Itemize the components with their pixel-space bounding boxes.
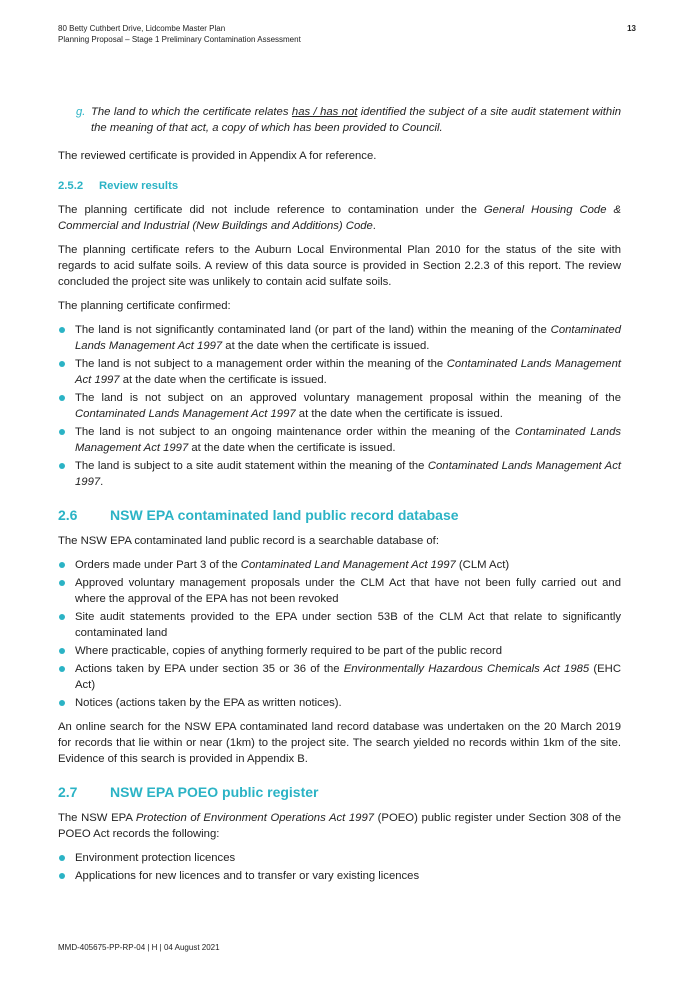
header-line-2: Planning Proposal – Stage 1 Preliminary Contamination Assessment xyxy=(58,35,301,44)
list-item xyxy=(58,695,621,711)
text-run: The land is subject to a site audit statement within the meaning of the xyxy=(75,460,428,472)
italic-run: Contaminated Land Management Act 1997 xyxy=(240,559,456,571)
list-item xyxy=(58,557,621,573)
text-run: The land is not subject to a management order within the meaning of the xyxy=(75,358,447,370)
poeo-register-list xyxy=(58,850,621,884)
item-g-post: identified the subject of a site audit statement within the meaning of that act, a copy of which has been provided to Council. xyxy=(91,106,621,134)
confirmed-list xyxy=(58,322,621,490)
section-title: Review results xyxy=(99,180,179,192)
page-header xyxy=(58,23,636,45)
confirmed-paragraph: The planning certificate confirmed: xyxy=(58,300,231,312)
section-heading-2-6 xyxy=(58,506,621,524)
list-item xyxy=(58,643,621,659)
reviewed-paragraph: The reviewed certificate is provided in Appendix A for reference. xyxy=(58,150,377,162)
text-run: Actions taken by EPA under section 35 or 36 of the xyxy=(75,663,344,675)
text-run: (EHC Act) xyxy=(75,663,621,691)
epa-record-list xyxy=(58,557,621,711)
text-run: (CLM Act) xyxy=(455,559,510,571)
epa-intro-paragraph: The NSW EPA contaminated land public record is a searchable database of: xyxy=(58,535,439,547)
list-item xyxy=(58,868,621,884)
text-run: The NSW EPA xyxy=(58,812,136,824)
list-item xyxy=(58,575,621,607)
text-run: at the date when the certificate is issued. xyxy=(188,442,396,454)
italic-run: Contaminated Lands Management Act 1997 xyxy=(75,408,296,420)
list-item xyxy=(58,661,621,693)
text-run: The planning certificate did not include reference to contamination under the xyxy=(58,204,484,216)
text-run: (POEO) public register under Section 308 of the POEO Act records the following: xyxy=(58,812,621,840)
text-run: Site audit statements provided to the EPA under section 53B of the CLM Act that relate to significantly contaminated land xyxy=(75,611,621,639)
text-run: . xyxy=(100,476,104,488)
list-item xyxy=(58,424,621,456)
review-paragraph-2: The planning certificate refers to the Auburn Local Environmental Plan 2010 for the status of the site with regards to acid sulfate soils. A review of this data source is provided in Section 2.2.3 of this report. The review concluded the project site was unlikely to contain acid sulfate soils. xyxy=(58,244,621,288)
section-heading-2-5-2 xyxy=(58,178,621,194)
item-letter: g. xyxy=(76,106,86,118)
list-item xyxy=(58,609,621,641)
poeo-intro-paragraph xyxy=(58,810,621,842)
italic-run: Contaminated Lands Management Act 1997 xyxy=(75,358,621,386)
list-item xyxy=(58,850,621,866)
document-body xyxy=(58,104,621,892)
section-title: NSW EPA POEO public register xyxy=(110,784,319,800)
section-number: 2.5.2 xyxy=(58,180,84,192)
header-line-1: 80 Betty Cuthbert Drive, Lidcombe Master Plan xyxy=(58,24,226,33)
italic-run: Protection of Environment Operations Act 1997 xyxy=(135,812,375,824)
list-item-g xyxy=(58,104,621,136)
section-title: NSW EPA contaminated land public record database xyxy=(110,507,459,523)
review-paragraph-1 xyxy=(58,202,621,234)
text-run: The land is not subject on an approved voluntary management proposal within the meaning of the xyxy=(75,392,621,404)
list-item xyxy=(58,458,621,490)
text-run: Orders made under Part 3 of the xyxy=(75,559,241,571)
text-run: The land is not significantly contaminated land (or part of the land) within the meaning of the xyxy=(75,324,551,336)
italic-run: General Housing Code & Commercial and Industrial (New Buildings and Additions) Code xyxy=(58,204,621,232)
italic-run: Contaminated Lands Management Act 1997 xyxy=(75,426,621,454)
page-number: 13 xyxy=(627,24,636,33)
text-run: Environment protection licences xyxy=(75,852,236,864)
text-run: Notices (actions taken by the EPA as written notices). xyxy=(75,697,342,709)
section-number: 2.7 xyxy=(58,784,78,800)
text-run: at the date when the certificate is issued. xyxy=(222,340,430,352)
text-run: The land is not subject to an ongoing maintenance order within the meaning of the xyxy=(75,426,515,438)
epa-search-paragraph: An online search for the NSW EPA contaminated land record database was undertaken on the 20 March 2019 for records that lie within or near (1km) to the project site. The search yielded no records within 1km of the site. Evidence of this search is provided in Appendix B. xyxy=(58,721,621,765)
text-run: Applications for new licences and to transfer or vary existing licences xyxy=(75,870,420,882)
italic-run: Environmentally Hazardous Chemicals Act 1985 xyxy=(343,663,590,675)
italic-run: Contaminated Lands Management Act 1997 xyxy=(75,460,622,488)
text-run: Where practicable, copies of anything formerly required to be part of the public record xyxy=(75,645,502,657)
item-g-underlined: has / has not xyxy=(291,106,358,118)
list-item xyxy=(58,356,621,388)
page-footer: MMD-405675-PP-RP-04 | H | 04 August 2021 xyxy=(58,943,220,952)
italic-run: Contaminated Lands Management Act 1997 xyxy=(75,324,621,352)
section-number: 2.6 xyxy=(58,507,78,523)
text-run: at the date when the certificate is issued. xyxy=(119,374,327,386)
text-run: . xyxy=(372,220,376,232)
list-item xyxy=(58,390,621,422)
item-g-pre: The land to which the certificate relates xyxy=(91,106,292,118)
section-heading-2-7 xyxy=(58,783,621,801)
text-run: Approved voluntary management proposals under the CLM Act that have not been fully carried out and where the approval of the EPA has not been revoked xyxy=(75,577,621,605)
list-item xyxy=(58,322,621,354)
text-run: at the date when the certificate is issued. xyxy=(295,408,503,420)
